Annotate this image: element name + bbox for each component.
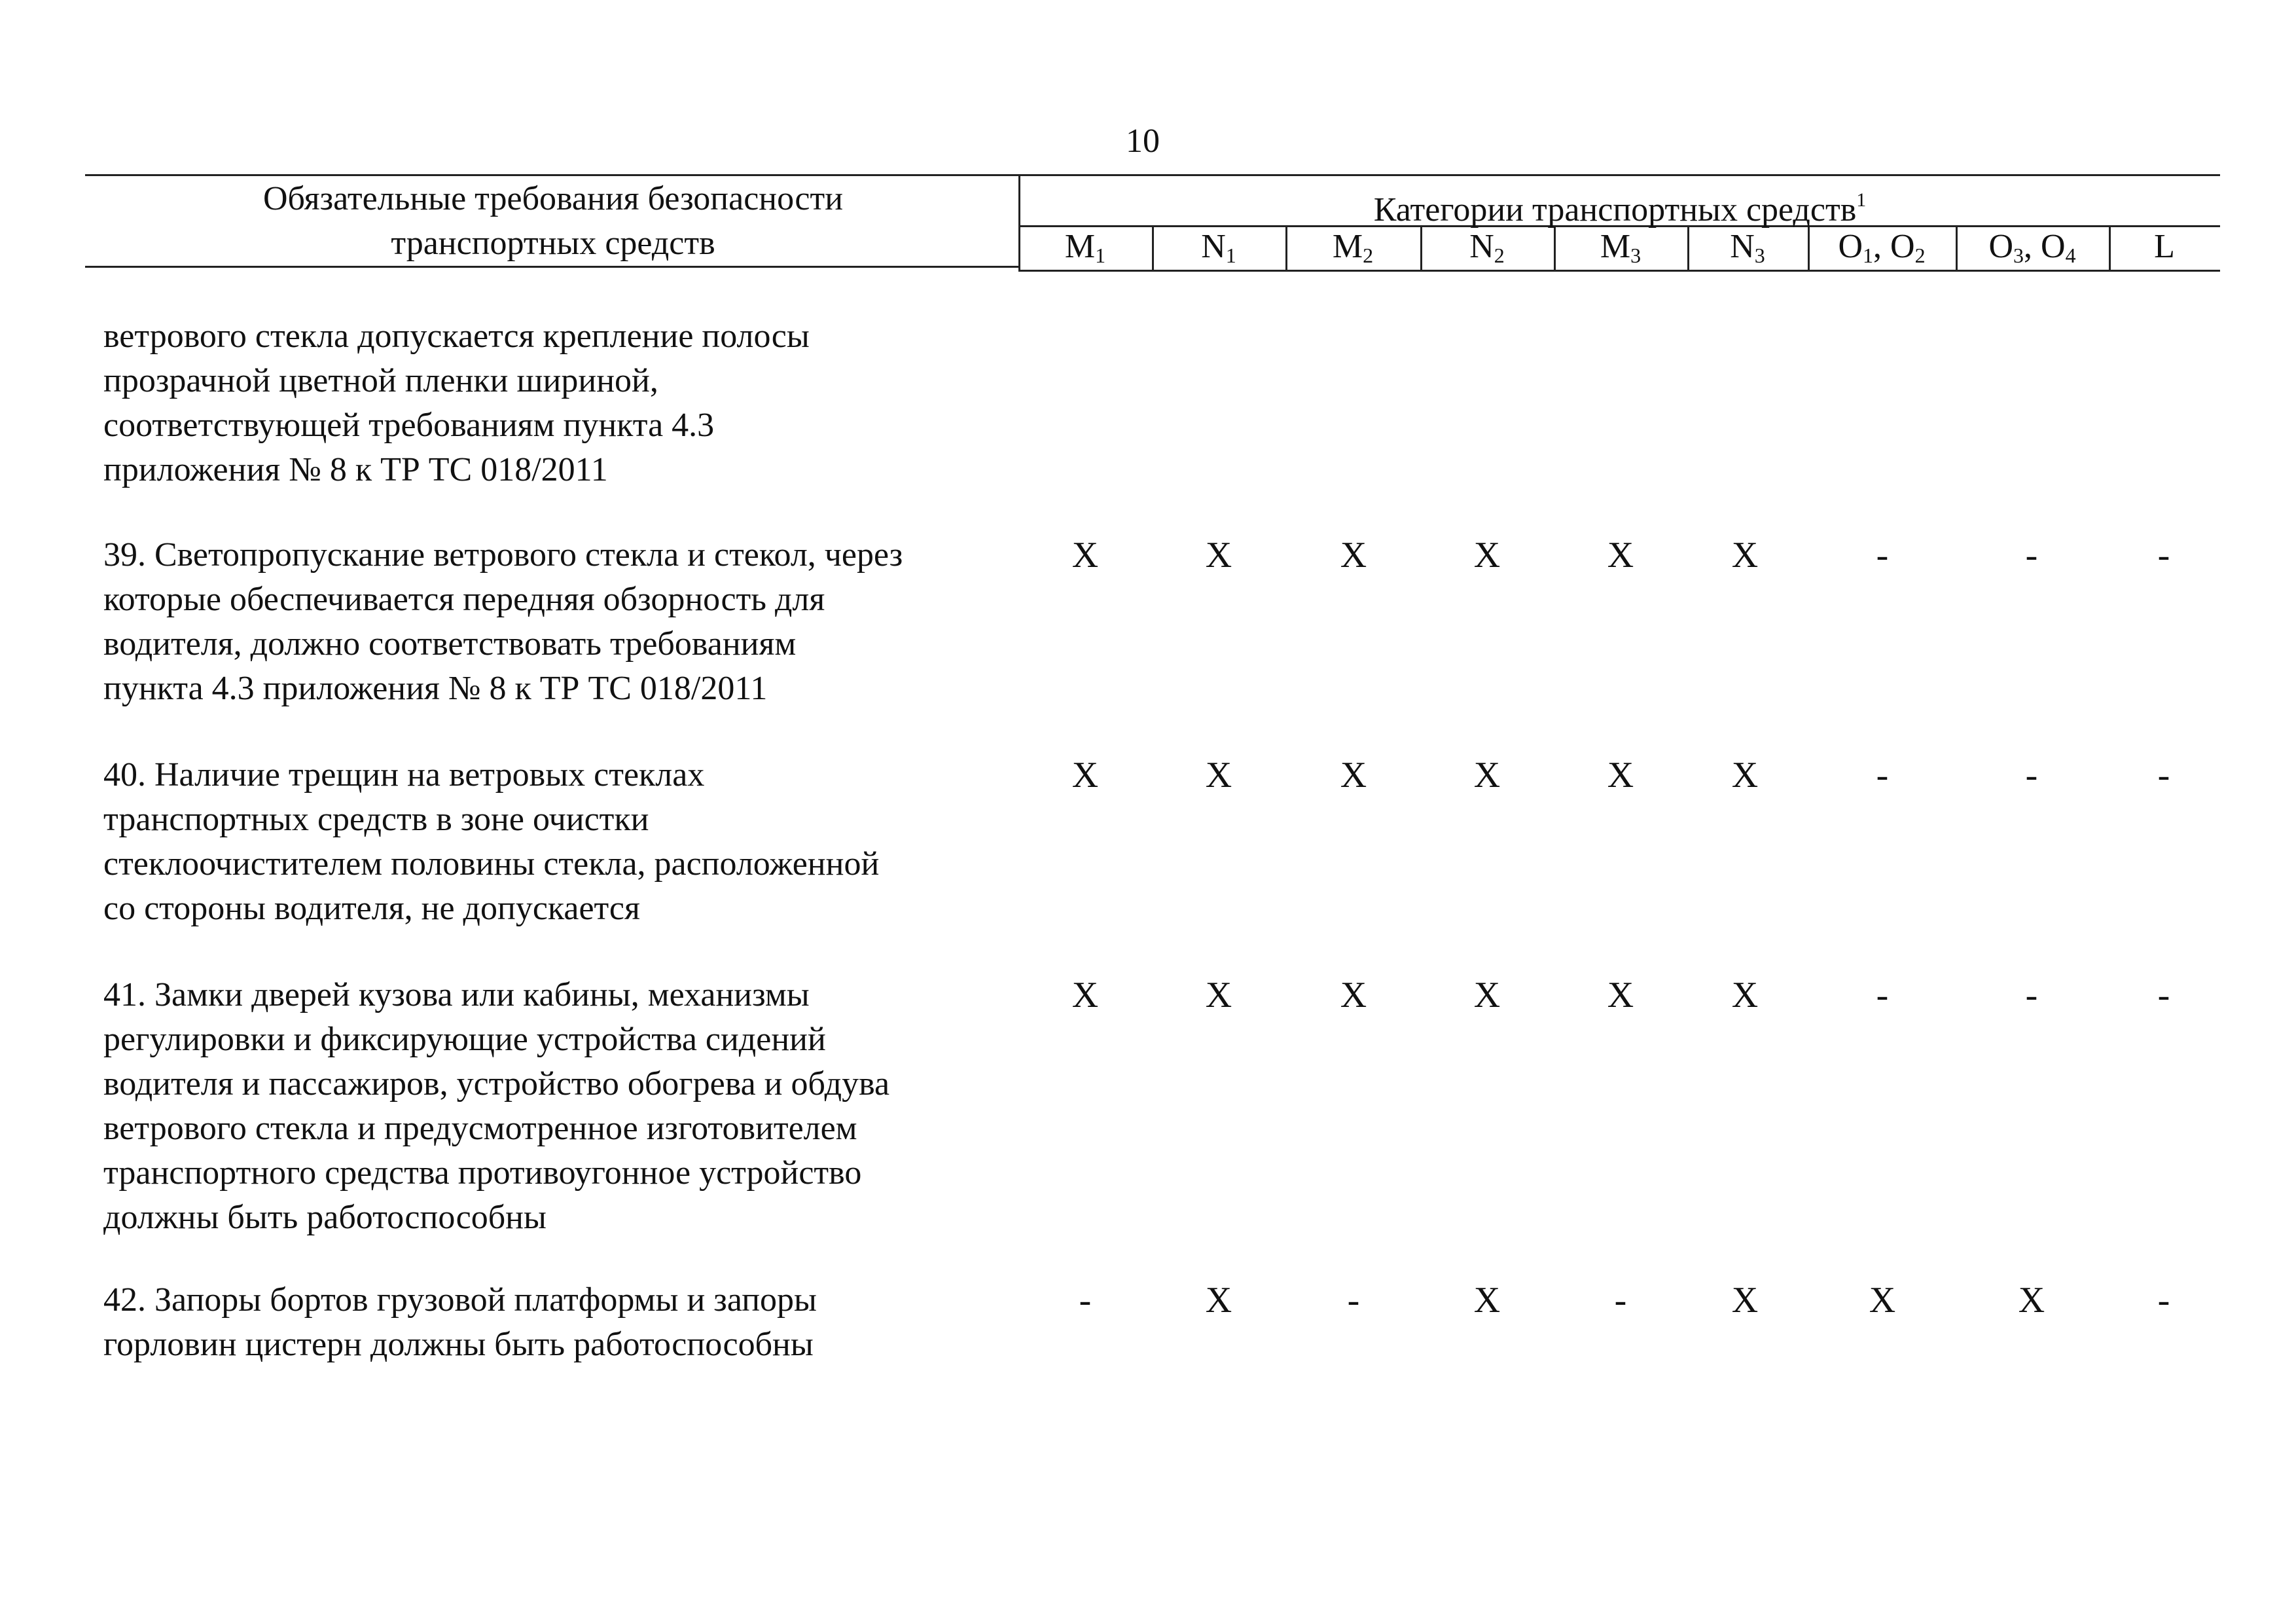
applicability-mark: X <box>1731 1280 1759 1321</box>
category-column-header <box>1554 227 1687 267</box>
applicability-mark: X <box>1340 535 1367 575</box>
applicability-mark: X <box>2018 1280 2045 1321</box>
category-code: N <box>1201 228 1226 265</box>
categories-title <box>1021 178 2219 232</box>
category-subscript: 3 <box>1630 244 1641 267</box>
applicability-mark: X <box>1731 975 1759 1015</box>
applicability-mark: - <box>1876 535 1889 575</box>
applicability-mark: X <box>1473 535 1501 575</box>
applicability-mark: X <box>1869 1280 1896 1321</box>
category-code: O <box>1988 228 2013 265</box>
category-column-header <box>1687 227 1808 267</box>
applicability-mark: - <box>1079 1280 1092 1321</box>
requirement-text: 41. Замки дверей кузова или кабины, механизмы регулировки и фиксирующие устройства сидений водителя и пассажиров, устройство обогрева и обдува ветрового стекла и предусмотренное изготовителем транспортного средства противоугонное устройство должны быть работоспособны <box>103 976 890 1236</box>
applicability-mark: - <box>2157 755 2170 795</box>
category-column-header <box>2109 227 2220 267</box>
category-column-header <box>1420 227 1554 267</box>
header-bottom-rule-left <box>85 266 1018 268</box>
categories-title-text: Категории транспортных средств <box>1373 191 1857 228</box>
applicability-mark: X <box>1473 1280 1501 1321</box>
category-column-header <box>1152 227 1285 267</box>
applicability-mark: X <box>1205 975 1232 1015</box>
header-top-rule <box>85 174 2220 176</box>
header-bottom-rule-right <box>1018 270 2220 272</box>
category-code: , O <box>1873 228 1915 265</box>
page-number: 10 <box>1126 122 1160 160</box>
category-code: M <box>1332 228 1363 265</box>
category-code: M <box>1600 228 1631 265</box>
applicability-mark: - <box>2157 535 2170 575</box>
applicability-mark: - <box>2025 975 2038 1015</box>
requirements-title-line2: транспортных средств <box>391 225 715 262</box>
category-column-header <box>1018 227 1152 267</box>
category-subscript: 1 <box>1225 244 1236 267</box>
applicability-mark: X <box>1731 755 1759 795</box>
applicability-mark: - <box>2157 975 2170 1015</box>
category-column-header <box>1956 227 2109 267</box>
category-code: N <box>1469 228 1494 265</box>
applicability-mark: - <box>2025 755 2038 795</box>
applicability-mark: X <box>1607 755 1634 795</box>
category-code: M <box>1064 228 1096 265</box>
category-code: N <box>1730 228 1755 265</box>
category-column-header <box>1808 227 1956 267</box>
category-subscript: 2 <box>1494 244 1505 267</box>
applicability-mark: - <box>1876 975 1889 1015</box>
applicability-mark: X <box>1340 755 1367 795</box>
category-subscript: 1 <box>1863 244 1873 267</box>
applicability-mark: X <box>1205 1280 1232 1321</box>
category-subscript: 3 <box>2013 244 2024 267</box>
applicability-mark: - <box>1876 755 1889 795</box>
requirement-text: 39. Светопропускание ветрового стекла и стекол, через которые обеспечивается передняя обзорность для водителя, должно соответствовать требованиям пункта 4.3 приложения № 8 к ТР ТС 018/2011 <box>103 536 903 707</box>
applicability-mark: X <box>1205 535 1232 575</box>
applicability-mark: X <box>1731 535 1759 575</box>
category-subscript: 1 <box>1095 244 1106 267</box>
category-code: L <box>2154 228 2175 265</box>
applicability-mark: X <box>1473 975 1501 1015</box>
requirement-text: 42. Запоры бортов грузовой платформы и запоры горловин цистерн должны быть работоспособны <box>103 1281 817 1363</box>
category-subscript: 3 <box>1754 244 1765 267</box>
applicability-mark: - <box>1614 1280 1627 1321</box>
applicability-mark: X <box>1473 755 1501 795</box>
category-code: , O <box>2024 228 2066 265</box>
category-subscript: 2 <box>1363 244 1374 267</box>
applicability-mark: - <box>2025 535 2038 575</box>
requirement-text: ветрового стекла допускается крепление полосы прозрачной цветной пленки шириной, соответствующей требованиям пункта 4.3 приложения № 8 к ТР ТС 018/2011 <box>103 318 810 488</box>
category-column-header <box>1285 227 1420 267</box>
requirements-column-title <box>98 177 1008 266</box>
applicability-mark: - <box>1347 1280 1360 1321</box>
applicability-mark: - <box>2157 1280 2170 1321</box>
applicability-mark: X <box>1205 755 1232 795</box>
category-subscript: 4 <box>2065 244 2076 267</box>
requirement-text: 40. Наличие трещин на ветровых стеклах транспортных средств в зоне очистки стеклоочистителем половины стекла, расположенной со стороны водителя, не допускается <box>103 756 880 927</box>
requirements-title-line1: Обязательные требования безопасности <box>262 180 844 217</box>
applicability-mark: X <box>1340 975 1367 1015</box>
category-subscript: 2 <box>1914 244 1926 267</box>
applicability-mark: X <box>1071 975 1099 1015</box>
category-code: O <box>1838 228 1863 265</box>
applicability-mark: X <box>1071 535 1099 575</box>
categories-footnote-marker: 1 <box>1856 189 1867 211</box>
applicability-mark: X <box>1607 535 1634 575</box>
applicability-mark: X <box>1607 975 1634 1015</box>
applicability-mark: X <box>1071 755 1099 795</box>
